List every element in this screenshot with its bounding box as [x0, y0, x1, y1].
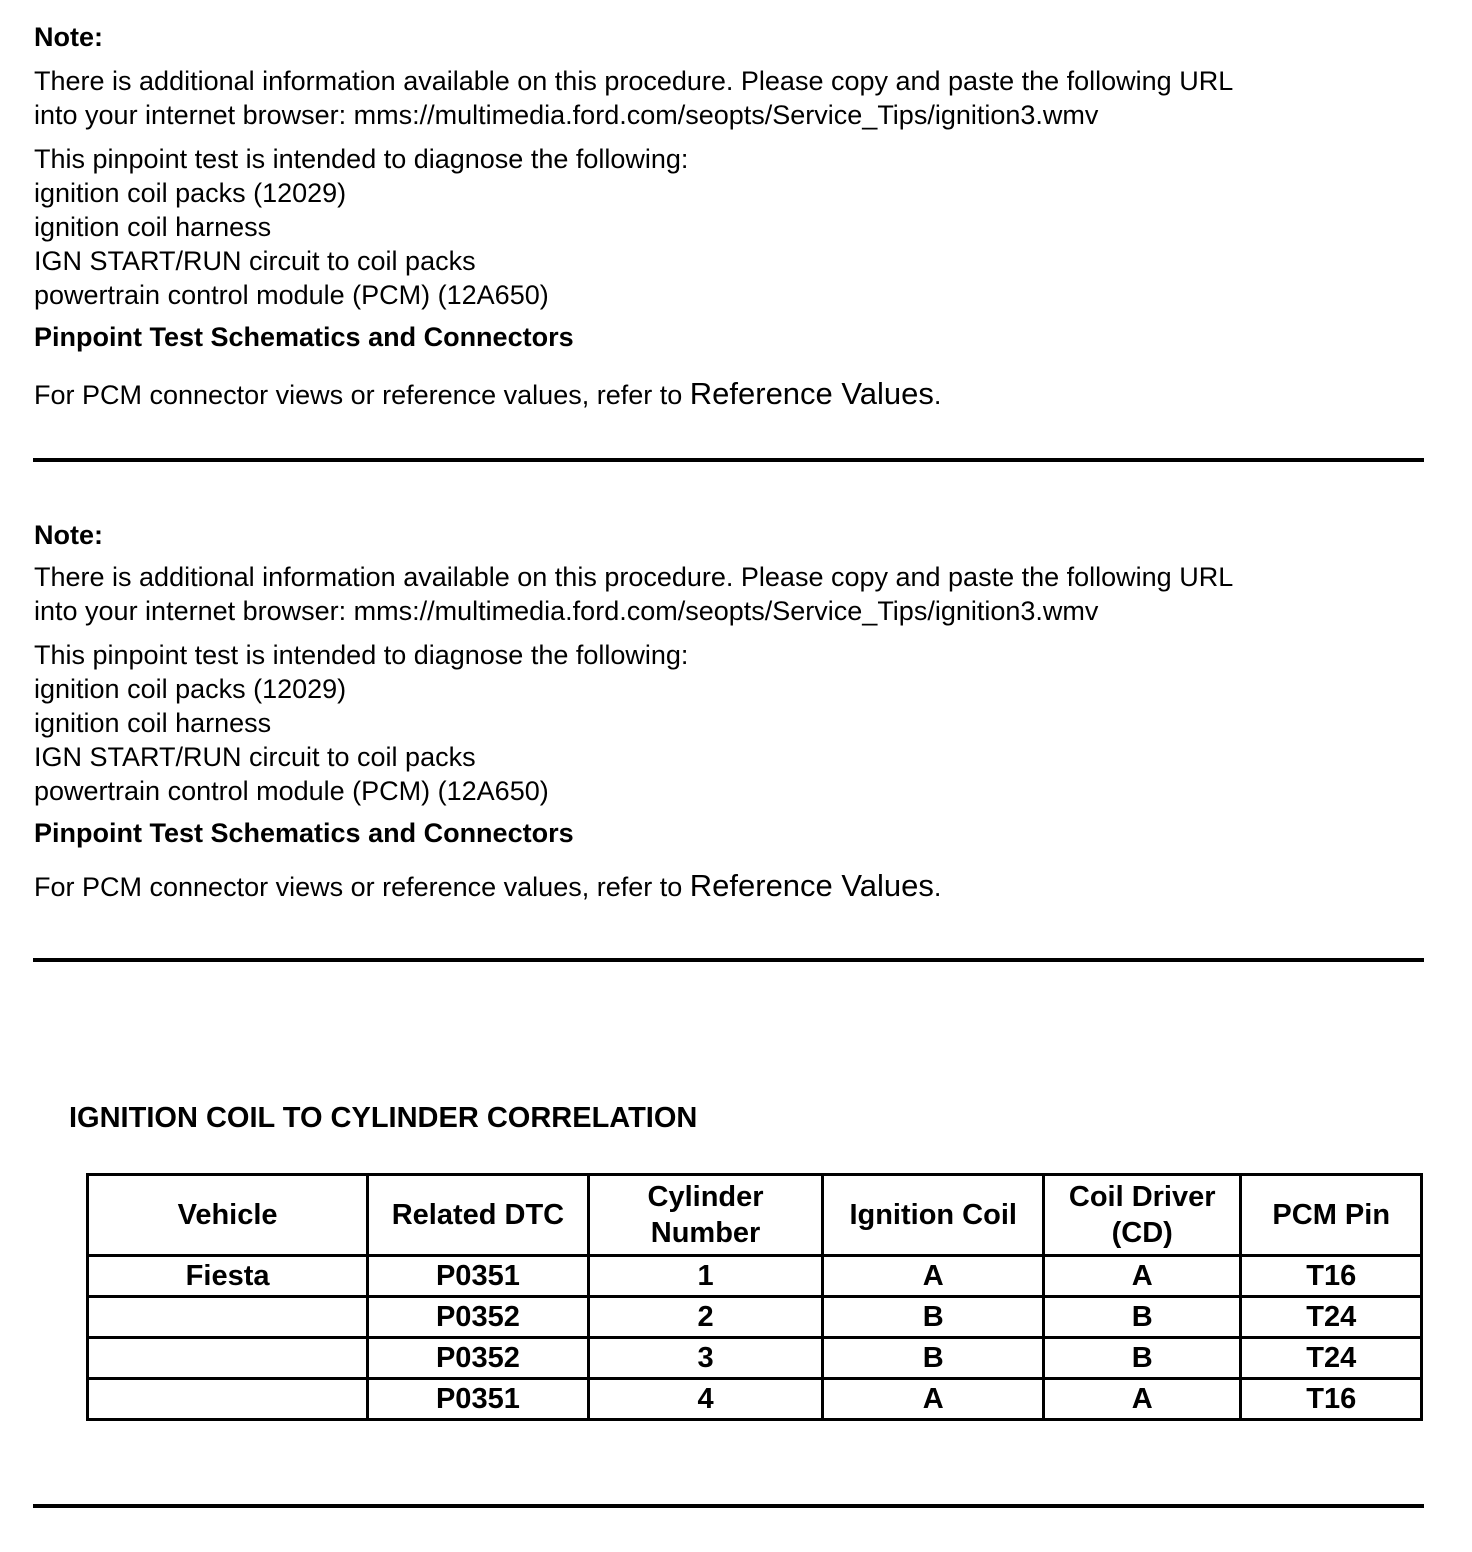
reference-values-link[interactable]: Reference Values — [689, 868, 934, 903]
cell-coil-driver: B — [1043, 1297, 1241, 1338]
reference-values-link[interactable]: Reference Values — [689, 376, 934, 411]
note-label: Note: — [34, 22, 103, 52]
header-ignition-coil: Ignition Coil — [823, 1175, 1043, 1256]
cell-ignition-coil: A — [823, 1256, 1043, 1297]
table-title: IGNITION COIL TO CYLINDER CORRELATION — [69, 1102, 698, 1134]
note-text — [34, 560, 1434, 628]
cell-pcm-pin: T24 — [1241, 1338, 1422, 1379]
header-coil-driver: Coil Driver (CD) — [1043, 1175, 1241, 1256]
table-row — [88, 1256, 1422, 1297]
schematics-heading: Pinpoint Test Schematics and Connectors — [34, 322, 574, 352]
divider — [33, 458, 1424, 462]
cell-ignition-coil: A — [823, 1379, 1043, 1420]
cell-coil-driver: A — [1043, 1256, 1241, 1297]
cell-vehicle — [88, 1338, 368, 1379]
schematics-heading: Pinpoint Test Schematics and Connectors — [34, 818, 574, 848]
cell-pcm-pin: T16 — [1241, 1379, 1422, 1420]
header-vehicle: Vehicle — [88, 1175, 368, 1256]
divider — [33, 958, 1424, 962]
cell-related-dtc: P0351 — [368, 1256, 588, 1297]
cell-cylinder-number: 1 — [588, 1256, 823, 1297]
reference-prefix: For PCM connector views or reference values, refer to — [34, 380, 690, 410]
reference-suffix: . — [933, 380, 942, 410]
reference-line — [34, 866, 1434, 907]
cell-related-dtc: P0351 — [368, 1379, 588, 1420]
note-label: Note: — [34, 520, 103, 550]
note-text-line-1: There is additional information available on this procedure. Please copy and paste the following URL — [34, 66, 1234, 96]
diagnose-item: powertrain control module (PCM) (12A650) — [34, 776, 549, 806]
cell-related-dtc: P0352 — [368, 1338, 588, 1379]
header-pcm-pin: PCM Pin — [1241, 1175, 1422, 1256]
diagnose-item: ignition coil packs (12029) — [34, 674, 347, 704]
divider — [33, 1504, 1424, 1508]
cell-ignition-coil: B — [823, 1338, 1043, 1379]
note-text-line-2[interactable]: into your internet browser: mms://multimedia.ford.com/seopts/Service_Tips/ignition3.wmv — [34, 100, 1099, 130]
note-text — [34, 64, 1434, 132]
cell-cylinder-number: 2 — [588, 1297, 823, 1338]
header-related-dtc: Related DTC — [368, 1175, 588, 1256]
table-row — [88, 1297, 1422, 1338]
table-header-row — [88, 1175, 1422, 1256]
diagnose-intro: This pinpoint test is intended to diagnose the following: — [34, 144, 689, 174]
diagnose-item: powertrain control module (PCM) (12A650) — [34, 280, 549, 310]
procedure-note-section-2 — [34, 518, 1434, 907]
header-cylinder-number: Cylinder Number — [588, 1175, 823, 1256]
cell-cylinder-number: 3 — [588, 1338, 823, 1379]
cell-coil-driver: B — [1043, 1338, 1241, 1379]
cell-vehicle — [88, 1379, 368, 1420]
cell-vehicle: Fiesta — [88, 1256, 368, 1297]
cell-ignition-coil: B — [823, 1297, 1043, 1338]
cell-cylinder-number: 4 — [588, 1379, 823, 1420]
cell-coil-driver: A — [1043, 1379, 1241, 1420]
diagnose-intro: This pinpoint test is intended to diagnose the following: — [34, 640, 689, 670]
table-row — [88, 1338, 1422, 1379]
cell-vehicle — [88, 1297, 368, 1338]
diagnose-item: IGN START/RUN circuit to coil packs — [34, 246, 476, 276]
diagnose-item: ignition coil packs (12029) — [34, 178, 347, 208]
cell-pcm-pin: T24 — [1241, 1297, 1422, 1338]
cell-related-dtc: P0352 — [368, 1297, 588, 1338]
diagnose-item: IGN START/RUN circuit to coil packs — [34, 742, 476, 772]
reference-suffix: . — [933, 872, 942, 902]
procedure-note-section-1 — [34, 20, 1434, 415]
reference-line — [34, 374, 1434, 415]
cell-pcm-pin: T16 — [1241, 1256, 1422, 1297]
coil-cylinder-table — [86, 1173, 1423, 1421]
reference-prefix: For PCM connector views or reference values, refer to — [34, 872, 690, 902]
note-text-line-1: There is additional information available on this procedure. Please copy and paste the following URL — [34, 562, 1234, 592]
note-text-line-2[interactable]: into your internet browser: mms://multimedia.ford.com/seopts/Service_Tips/ignition3.wmv — [34, 596, 1099, 626]
diagnose-item: ignition coil harness — [34, 708, 272, 738]
diagnose-item: ignition coil harness — [34, 212, 272, 242]
table-row — [88, 1379, 1422, 1420]
